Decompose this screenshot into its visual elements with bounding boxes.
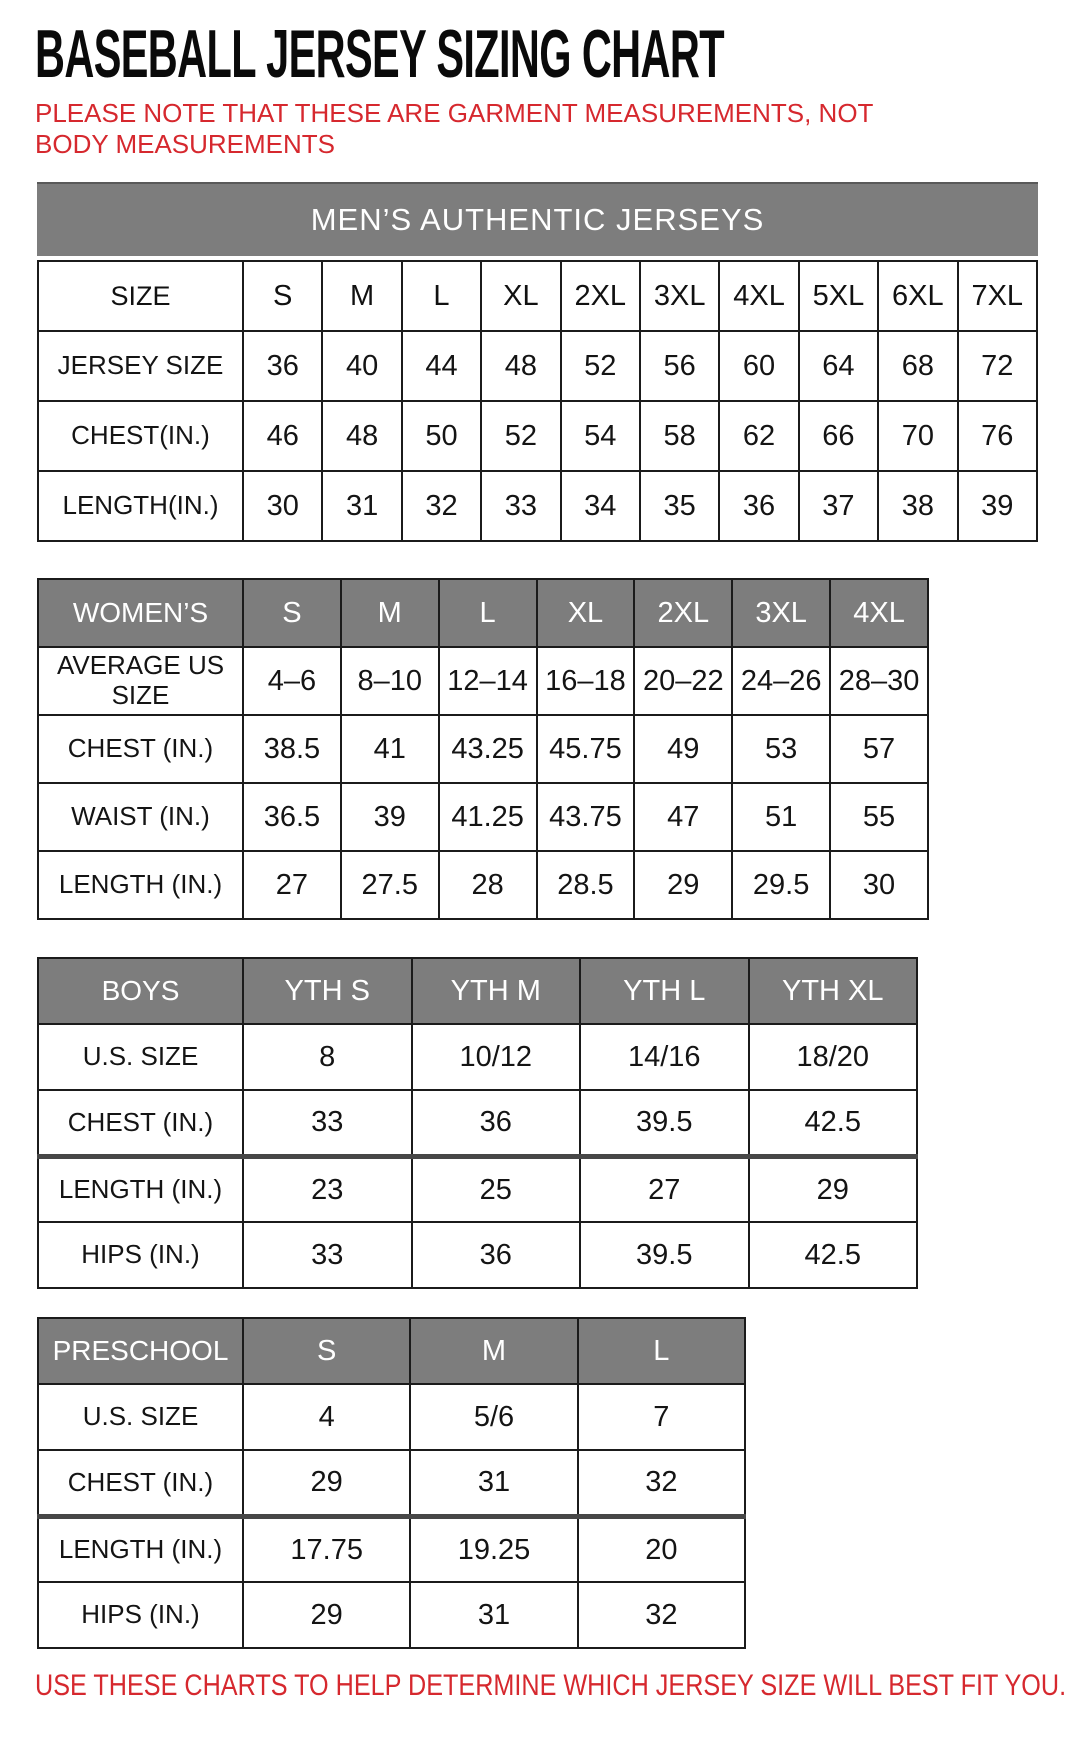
size-column-header: S (243, 1318, 410, 1384)
page-title (35, 16, 1077, 92)
row-label: CHEST (IN.) (38, 1090, 243, 1156)
table-row (38, 647, 928, 715)
size-value: 36 (412, 1090, 581, 1156)
size-value: 33 (243, 1222, 412, 1288)
size-value: 23 (243, 1156, 412, 1222)
size-value: 49 (634, 715, 732, 783)
row-label: LENGTH (IN.) (38, 851, 243, 919)
measurement-note: PLEASE NOTE THAT THESE ARE GARMENT MEASUREMENTS, NOT BODY MEASUREMENTS (35, 98, 873, 160)
size-value: 41.25 (439, 783, 537, 851)
row-label: WAIST (IN.) (38, 783, 243, 851)
size-column-header: YTH L (580, 958, 749, 1024)
row-label: CHEST(IN.) (38, 401, 243, 471)
size-value: 39.5 (580, 1222, 749, 1288)
size-value: 29 (243, 1450, 410, 1516)
size-value: 39 (958, 471, 1037, 541)
size-column-header: 2XL (561, 261, 640, 331)
size-value: 4 (243, 1384, 410, 1450)
size-column-header: M (410, 1318, 577, 1384)
size-value: 29 (749, 1156, 918, 1222)
size-column-header: YTH XL (749, 958, 918, 1024)
size-value: 36 (243, 331, 322, 401)
size-column-header: YTH M (412, 958, 581, 1024)
row-label: U.S. SIZE (38, 1024, 243, 1090)
size-value: 31 (410, 1582, 577, 1648)
row-label: LENGTH (IN.) (38, 1156, 243, 1222)
table-row (38, 1516, 745, 1582)
size-value: 25 (412, 1156, 581, 1222)
header-row (38, 1318, 745, 1384)
size-value: 8 (243, 1024, 412, 1090)
size-value: 36 (412, 1222, 581, 1288)
size-value: 44 (402, 331, 481, 401)
row-label: LENGTH(IN.) (38, 471, 243, 541)
size-value: 34 (561, 471, 640, 541)
size-value: 53 (732, 715, 830, 783)
row-label-header: BOYS (38, 958, 243, 1024)
mens-sizing-table (37, 260, 1038, 542)
size-value: 27 (580, 1156, 749, 1222)
size-value: 42.5 (749, 1222, 918, 1288)
size-column-header: 2XL (634, 579, 732, 647)
table-row (38, 1384, 745, 1450)
table-row (38, 331, 1037, 401)
size-value: 43.75 (537, 783, 635, 851)
size-value: 41 (341, 715, 439, 783)
size-value: 16–18 (537, 647, 635, 715)
row-label-header: PRESCHOOL (38, 1318, 243, 1384)
size-value: 36 (719, 471, 798, 541)
size-column-header: S (243, 261, 322, 331)
row-label: U.S. SIZE (38, 1384, 243, 1450)
size-value: 8–10 (341, 647, 439, 715)
size-value: 70 (878, 401, 957, 471)
size-value: 30 (830, 851, 928, 919)
size-column-header: L (402, 261, 481, 331)
size-value: 62 (719, 401, 798, 471)
size-value: 32 (578, 1450, 745, 1516)
size-value: 19.25 (410, 1516, 577, 1582)
row-label-header: SIZE (38, 261, 243, 331)
size-value: 38 (878, 471, 957, 541)
row-label: JERSEY SIZE (38, 331, 243, 401)
size-value: 33 (243, 1090, 412, 1156)
row-label: HIPS (IN.) (38, 1582, 243, 1648)
size-value: 52 (561, 331, 640, 401)
size-value: 35 (640, 471, 719, 541)
size-value: 50 (402, 401, 481, 471)
size-value: 17.75 (243, 1516, 410, 1582)
size-column-header: M (322, 261, 401, 331)
size-value: 7 (578, 1384, 745, 1450)
size-value: 43.25 (439, 715, 537, 783)
size-value: 36.5 (243, 783, 341, 851)
table-row (38, 1024, 917, 1090)
row-label: HIPS (IN.) (38, 1222, 243, 1288)
size-value: 30 (243, 471, 322, 541)
size-value: 52 (481, 401, 560, 471)
row-label-header: WOMEN’S (38, 579, 243, 647)
size-value: 31 (410, 1450, 577, 1516)
table-row (38, 1582, 745, 1648)
size-column-header: XL (481, 261, 560, 331)
size-value: 45.75 (537, 715, 635, 783)
fit-note-text: USE THESE CHARTS TO HELP DETERMINE WHICH JERSEY SIZE WILL BEST FIT YOU. (35, 1669, 1067, 1703)
size-value: 27 (243, 851, 341, 919)
size-value: 28–30 (830, 647, 928, 715)
table-row (38, 1450, 745, 1516)
size-value: 48 (481, 331, 560, 401)
size-value: 28 (439, 851, 537, 919)
size-value: 72 (958, 331, 1037, 401)
size-value: 54 (561, 401, 640, 471)
size-value: 18/20 (749, 1024, 918, 1090)
size-value: 46 (243, 401, 322, 471)
size-value: 47 (634, 783, 732, 851)
header-row (38, 958, 917, 1024)
size-value: 29 (634, 851, 732, 919)
size-value: 33 (481, 471, 560, 541)
size-column-header: 3XL (640, 261, 719, 331)
table-row (38, 851, 928, 919)
size-value: 29.5 (732, 851, 830, 919)
size-value: 48 (322, 401, 401, 471)
mens-table-banner-text: MEN’S AUTHENTIC JERSEYS (310, 202, 765, 238)
womens-sizing-table (37, 578, 929, 920)
table-row (38, 1156, 917, 1222)
size-column-header: 5XL (799, 261, 878, 331)
size-value: 29 (243, 1582, 410, 1648)
table-row (38, 471, 1037, 541)
size-value: 4–6 (243, 647, 341, 715)
size-value: 51 (732, 783, 830, 851)
size-value: 39.5 (580, 1090, 749, 1156)
size-column-header: 3XL (732, 579, 830, 647)
size-value: 39 (341, 783, 439, 851)
size-value: 32 (402, 471, 481, 541)
size-value: 5/6 (410, 1384, 577, 1450)
size-value: 32 (578, 1582, 745, 1648)
size-value: 37 (799, 471, 878, 541)
size-value: 28.5 (537, 851, 635, 919)
size-column-header: 6XL (878, 261, 957, 331)
row-label: CHEST (IN.) (38, 715, 243, 783)
table-row (38, 715, 928, 783)
mens-table-banner (37, 182, 1038, 256)
size-value: 55 (830, 783, 928, 851)
size-value: 57 (830, 715, 928, 783)
size-value: 20 (578, 1516, 745, 1582)
size-value: 27.5 (341, 851, 439, 919)
preschool-sizing-table (37, 1317, 746, 1649)
size-column-header: XL (537, 579, 635, 647)
size-value: 12–14 (439, 647, 537, 715)
fit-note (35, 1669, 1077, 1703)
row-label: AVERAGE US SIZE (38, 647, 243, 715)
size-value: 68 (878, 331, 957, 401)
size-value: 14/16 (580, 1024, 749, 1090)
table-row (38, 1222, 917, 1288)
size-value: 60 (719, 331, 798, 401)
size-value: 10/12 (412, 1024, 581, 1090)
size-value: 64 (799, 331, 878, 401)
size-value: 58 (640, 401, 719, 471)
size-value: 66 (799, 401, 878, 471)
table-row (38, 1090, 917, 1156)
header-row (38, 579, 928, 647)
size-column-header: L (439, 579, 537, 647)
size-column-header: 4XL (830, 579, 928, 647)
size-column-header: L (578, 1318, 745, 1384)
size-value: 38.5 (243, 715, 341, 783)
size-column-header: S (243, 579, 341, 647)
row-label: LENGTH (IN.) (38, 1516, 243, 1582)
size-value: 56 (640, 331, 719, 401)
size-column-header: 7XL (958, 261, 1037, 331)
size-column-header: 4XL (719, 261, 798, 331)
table-row (38, 783, 928, 851)
page-title-text: BASEBALL JERSEY SIZING CHART (35, 16, 724, 92)
size-value: 42.5 (749, 1090, 918, 1156)
size-value: 40 (322, 331, 401, 401)
size-value: 76 (958, 401, 1037, 471)
size-column-header: YTH S (243, 958, 412, 1024)
size-value: 24–26 (732, 647, 830, 715)
table-row (38, 401, 1037, 471)
size-value: 31 (322, 471, 401, 541)
header-row (38, 261, 1037, 331)
row-label: CHEST (IN.) (38, 1450, 243, 1516)
boys-sizing-table (37, 957, 918, 1289)
size-value: 20–22 (634, 647, 732, 715)
size-column-header: M (341, 579, 439, 647)
